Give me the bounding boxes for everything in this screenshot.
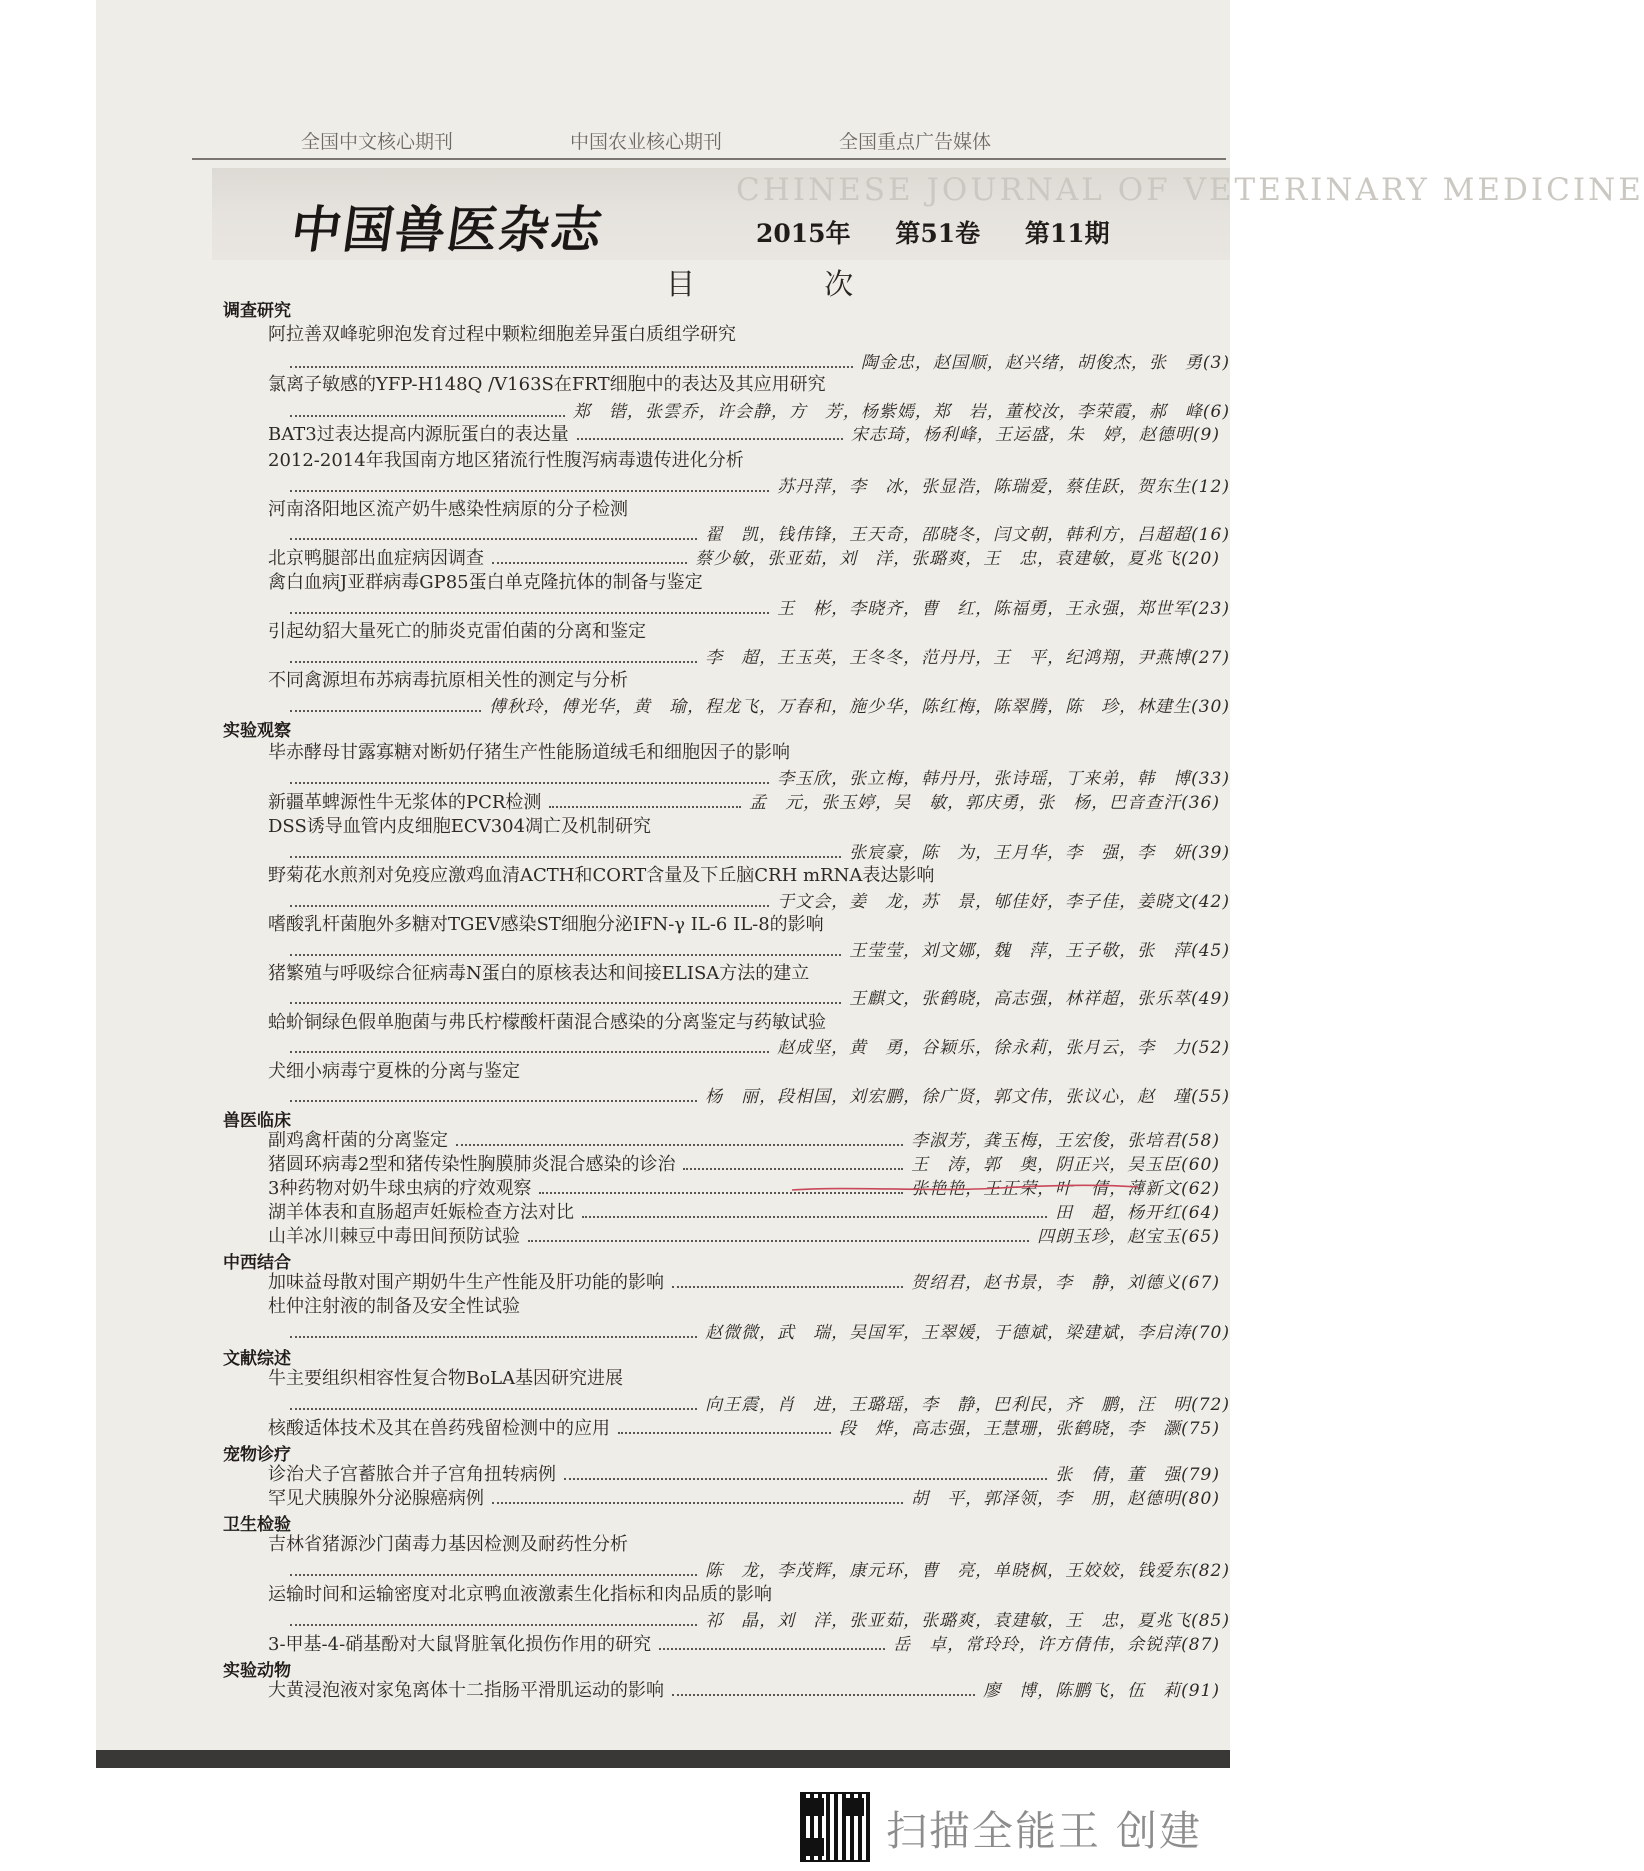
article-entry: 加味益母散对围产期奶牛生产性能及肝功能的影响 贺绍君，赵书景，李 静，刘德义(67) bbox=[268, 1272, 1220, 1293]
header-tagline bbox=[301, 127, 991, 154]
leader-dots bbox=[618, 1432, 831, 1434]
leader-dots bbox=[290, 1624, 697, 1626]
leader-dots bbox=[290, 1574, 697, 1576]
article-entry: 副鸡禽杆菌的分离鉴定 李淑芳，龚玉梅，王宏俊，张培君(58) bbox=[268, 1130, 1220, 1151]
article-entry: 核酸适体技术及其在兽药残留检测中的应用 段 烨，高志强，王慧珊，张鹤晓，李 灏(75) bbox=[268, 1418, 1220, 1439]
leader-dots bbox=[290, 490, 769, 492]
article-title: 吉林省猪源沙门菌毒力基因检测及耐药性分析 bbox=[268, 1534, 628, 1555]
article-authors: 张宸豪，陈 为，王月华，李 强，李 妍(39) bbox=[290, 838, 1230, 863]
banner-english-title: CHINESE JOURNAL OF VETERINARY MEDICINE bbox=[736, 172, 1644, 208]
article-authors: 傅秋玲，傅光华，黄 瑜，程龙飞，万春和，施少华，陈红梅，陈翠腾，陈 珍，林建生(30) bbox=[290, 692, 1230, 717]
article-authors: 赵成坚，黄 勇，谷颖乐，徐永莉，张月云，李 力(52) bbox=[290, 1033, 1230, 1058]
article-authors: 苏丹萍，李 冰，张显浩，陈瑞爱，蔡佳跃，贺东生(12) bbox=[290, 472, 1230, 497]
leader-dots bbox=[672, 1286, 903, 1288]
article-authors: 陶金忠，赵国顺，赵兴绪，胡俊杰，张 勇(3) bbox=[290, 348, 1230, 373]
leader-dots bbox=[528, 1240, 1029, 1242]
section-heading: 实验动物 bbox=[223, 1661, 291, 1681]
article-entry: BAT3过表达提高内源朊蛋白的表达量 宋志琦，杨利峰，王运盛，朱 婷，赵德明(9) bbox=[268, 424, 1220, 445]
article-entry: 诊治犬子宫蓄脓合并子宫角扭转病例 张 倩，董 强(79) bbox=[268, 1464, 1220, 1485]
article-authors: 郑 锴，张雲乔，许会静，方 芳，杨紫嫣，郑 岩，董校汝，李荣霞，郝 峰(6) bbox=[290, 397, 1230, 422]
article-title: 禽白血病J亚群病毒GP85蛋白单克隆抗体的制备与鉴定 bbox=[268, 572, 703, 593]
article-title: 犬细小病毒宁夏株的分离与鉴定 bbox=[268, 1061, 520, 1082]
article-authors: 于文会，姜 龙，苏 景，郇佳妤，李子佳，姜晓文(42) bbox=[290, 887, 1230, 912]
article-entry: 北京鸭腿部出血症病因调查 蔡少敏，张亚茹，刘 洋，张璐爽，王 忠，袁建敏，夏兆飞(20) bbox=[268, 548, 1220, 569]
scanner-app-name: 扫描全能王 创建 bbox=[886, 1806, 1203, 1855]
article-authors: 翟 凯，钱伟锋，王天奇，邵晓冬，闫文朝，韩利方，吕超超(16) bbox=[290, 520, 1230, 545]
section-heading: 实验观察 bbox=[223, 721, 291, 741]
leader-dots bbox=[290, 710, 481, 712]
article-title: 猪繁殖与呼吸综合征病毒N蛋白的原核表达和间接ELISA方法的建立 bbox=[268, 963, 810, 984]
toc-title: 目 次 bbox=[666, 267, 914, 301]
article-authors: 李 超，王玉英，王冬冬，范丹丹，王 平，纪鸿翔，尹燕博(27) bbox=[290, 643, 1230, 668]
leader-dots bbox=[290, 1051, 769, 1053]
article-title: 毕赤酵母甘露寡糖对断奶仔猪生产性能肠道绒毛和细胞因子的影响 bbox=[268, 742, 790, 763]
leader-dots bbox=[290, 1002, 841, 1004]
article-authors: 陈 龙，李茂辉，康元环，曹 亮，单晓枫，王姣姣，钱爱东(82) bbox=[290, 1556, 1230, 1581]
article-title: 引起幼貂大量死亡的肺炎克雷伯菌的分离和鉴定 bbox=[268, 621, 646, 642]
scanner-watermark bbox=[800, 1792, 1202, 1862]
article-entry: 猪圆环病毒2型和猪传染性胸膜肺炎混合感染的诊治 王 涛，郭 奥，阴正兴，吴玉臣(60) bbox=[268, 1154, 1220, 1175]
article-title: 不同禽源坦布苏病毒抗原相关性的测定与分析 bbox=[268, 670, 628, 691]
article-authors: 王麒文，张鹤晓，高志强，林祥超，张乐萃(49) bbox=[290, 984, 1230, 1009]
article-entry: 大黄浸泡液对家兔离体十二指肠平滑肌运动的影响 廖 博，陈鹏飞，伍 莉(91) bbox=[268, 1680, 1220, 1701]
leader-dots bbox=[290, 661, 697, 663]
tagline-1: 全国中文核心期刊 bbox=[301, 131, 454, 153]
leader-dots bbox=[290, 905, 769, 907]
leader-dots bbox=[290, 1100, 697, 1102]
article-authors: 赵微微，武 瑞，吴国军，王翠媛，于德斌，梁建斌，李启涛(70) bbox=[290, 1318, 1230, 1343]
leader-dots bbox=[290, 538, 697, 540]
article-title: 2012-2014年我国南方地区猪流行性腹泻病毒遗传进化分析 bbox=[268, 450, 744, 471]
tagline-3: 全国重点广告媒体 bbox=[838, 131, 991, 153]
leader-dots bbox=[290, 366, 853, 368]
article-title: 蛤蚧铜绿色假单胞菌与弗氏柠檬酸杆菌混合感染的分离鉴定与药敏试验 bbox=[268, 1012, 826, 1033]
article-authors: 王莹莹，刘文娜，魏 萍，王子敬，张 萍(45) bbox=[290, 936, 1230, 961]
red-pen-mark bbox=[790, 1182, 1140, 1194]
section-heading: 宠物诊疗 bbox=[223, 1445, 291, 1465]
article-title: 野菊花水煎剂对免疫应激鸡血清ACTH和CORT含量及下丘脑CRH mRNA表达影响 bbox=[268, 865, 935, 886]
section-heading: 文献综述 bbox=[223, 1349, 291, 1369]
article-authors: 杨 丽，段相国，刘宏鹏，徐广贤，郭文伟，张议心，赵 瑾(55) bbox=[290, 1082, 1230, 1107]
issue-info bbox=[756, 214, 1146, 250]
issue-number: 第11期 bbox=[1024, 219, 1110, 248]
tagline-2: 中国农业核心期刊 bbox=[569, 131, 722, 153]
article-title: 氯离子敏感的YFP-H148Q /V163S在FRT细胞中的表达及其应用研究 bbox=[268, 374, 826, 395]
header-rule bbox=[192, 158, 1226, 160]
journal-logo: 中国兽医杂志 bbox=[287, 201, 608, 259]
article-authors: 李玉欣，张立梅，韩丹丹，张诗瑶，丁来弟，韩 博(33) bbox=[290, 764, 1230, 789]
issue-year: 2015年 bbox=[756, 219, 851, 248]
article-authors: 向王震，肖 进，王璐瑶，李 静，巴利民，齐 鹏，汪 明(72) bbox=[290, 1390, 1230, 1415]
leader-dots bbox=[564, 1478, 1047, 1480]
article-entry: 3种药物对奶牛球虫病的疗效观察 张艳艳，王正荣，叶 倩，薄新文(62) bbox=[268, 1178, 1220, 1199]
leader-dots bbox=[290, 856, 841, 858]
article-title: 杜仲注射液的制备及安全性试验 bbox=[268, 1296, 520, 1317]
leader-dots bbox=[290, 612, 769, 614]
leader-dots bbox=[549, 806, 741, 808]
article-authors: 祁 晶，刘 洋，张亚茹，张璐爽，袁建敏，王 忠，夏兆飞(85) bbox=[290, 1606, 1230, 1631]
leader-dots bbox=[290, 1336, 697, 1338]
article-entry: 山羊冰川棘豆中毒田间预防试验 四朗玉珍，赵宝玉(65) bbox=[268, 1226, 1220, 1247]
section-heading: 卫生检验 bbox=[223, 1515, 291, 1535]
leader-dots bbox=[659, 1648, 885, 1650]
article-entry: 罕见犬胰腺外分泌腺癌病例 胡 平，郭泽领，李 朋，赵德明(80) bbox=[268, 1488, 1220, 1509]
section-heading: 兽医临床 bbox=[223, 1111, 291, 1131]
leader-dots bbox=[582, 1216, 1047, 1218]
article-entry: 3-甲基-4-硝基酚对大鼠肾脏氧化损伤作用的研究 岳 卓，常玲玲，许方倩伟，余锐萍(87) bbox=[268, 1634, 1220, 1655]
article-title: 河南洛阳地区流产奶牛感染性病原的分子检测 bbox=[268, 499, 628, 520]
leader-dots bbox=[290, 1408, 697, 1410]
section-heading: 调查研究 bbox=[223, 301, 291, 321]
section-heading: 中西结合 bbox=[223, 1253, 291, 1273]
leader-dots bbox=[683, 1168, 903, 1170]
leader-dots bbox=[492, 562, 687, 564]
article-title: 牛主要组织相容性复合物BoLA基因研究进展 bbox=[268, 1368, 624, 1389]
journal-page bbox=[96, 0, 1644, 1768]
article-entry: 新疆革蜱源性牛无浆体的PCR检测 孟 元，张玉婷，吴 敏，郭庆勇，张 杨，巴音查汗(36) bbox=[268, 792, 1220, 813]
qr-code-icon bbox=[800, 1792, 870, 1862]
leader-dots bbox=[492, 1502, 903, 1504]
leader-dots bbox=[290, 954, 841, 956]
article-title: DSS诱导血管内皮细胞ECV304凋亡及机制研究 bbox=[268, 816, 652, 837]
article-title: 嗜酸乳杆菌胞外多糖对TGEV感染ST细胞分泌IFN-γ IL-6 IL-8的影响 bbox=[268, 914, 824, 935]
leader-dots bbox=[672, 1694, 975, 1696]
article-title: 运输时间和运输密度对北京鸭血液激素生化指标和肉品质的影响 bbox=[268, 1584, 772, 1605]
article-title: 阿拉善双峰驼卵泡发育过程中颗粒细胞差异蛋白质组学研究 bbox=[268, 324, 736, 345]
article-entry: 湖羊体表和直肠超声妊娠检查方法对比 田 超，杨开红(64) bbox=[268, 1202, 1220, 1223]
article-authors: 王 彬，李晓齐，曹 红，陈福勇，王永强，郑世军(23) bbox=[290, 594, 1230, 619]
issue-volume: 第51卷 bbox=[895, 219, 981, 248]
leader-dots bbox=[456, 1144, 903, 1146]
leader-dots bbox=[290, 782, 769, 784]
leader-dots bbox=[290, 415, 565, 417]
leader-dots bbox=[577, 438, 843, 440]
page-bottom-shadow bbox=[96, 1750, 1230, 1768]
